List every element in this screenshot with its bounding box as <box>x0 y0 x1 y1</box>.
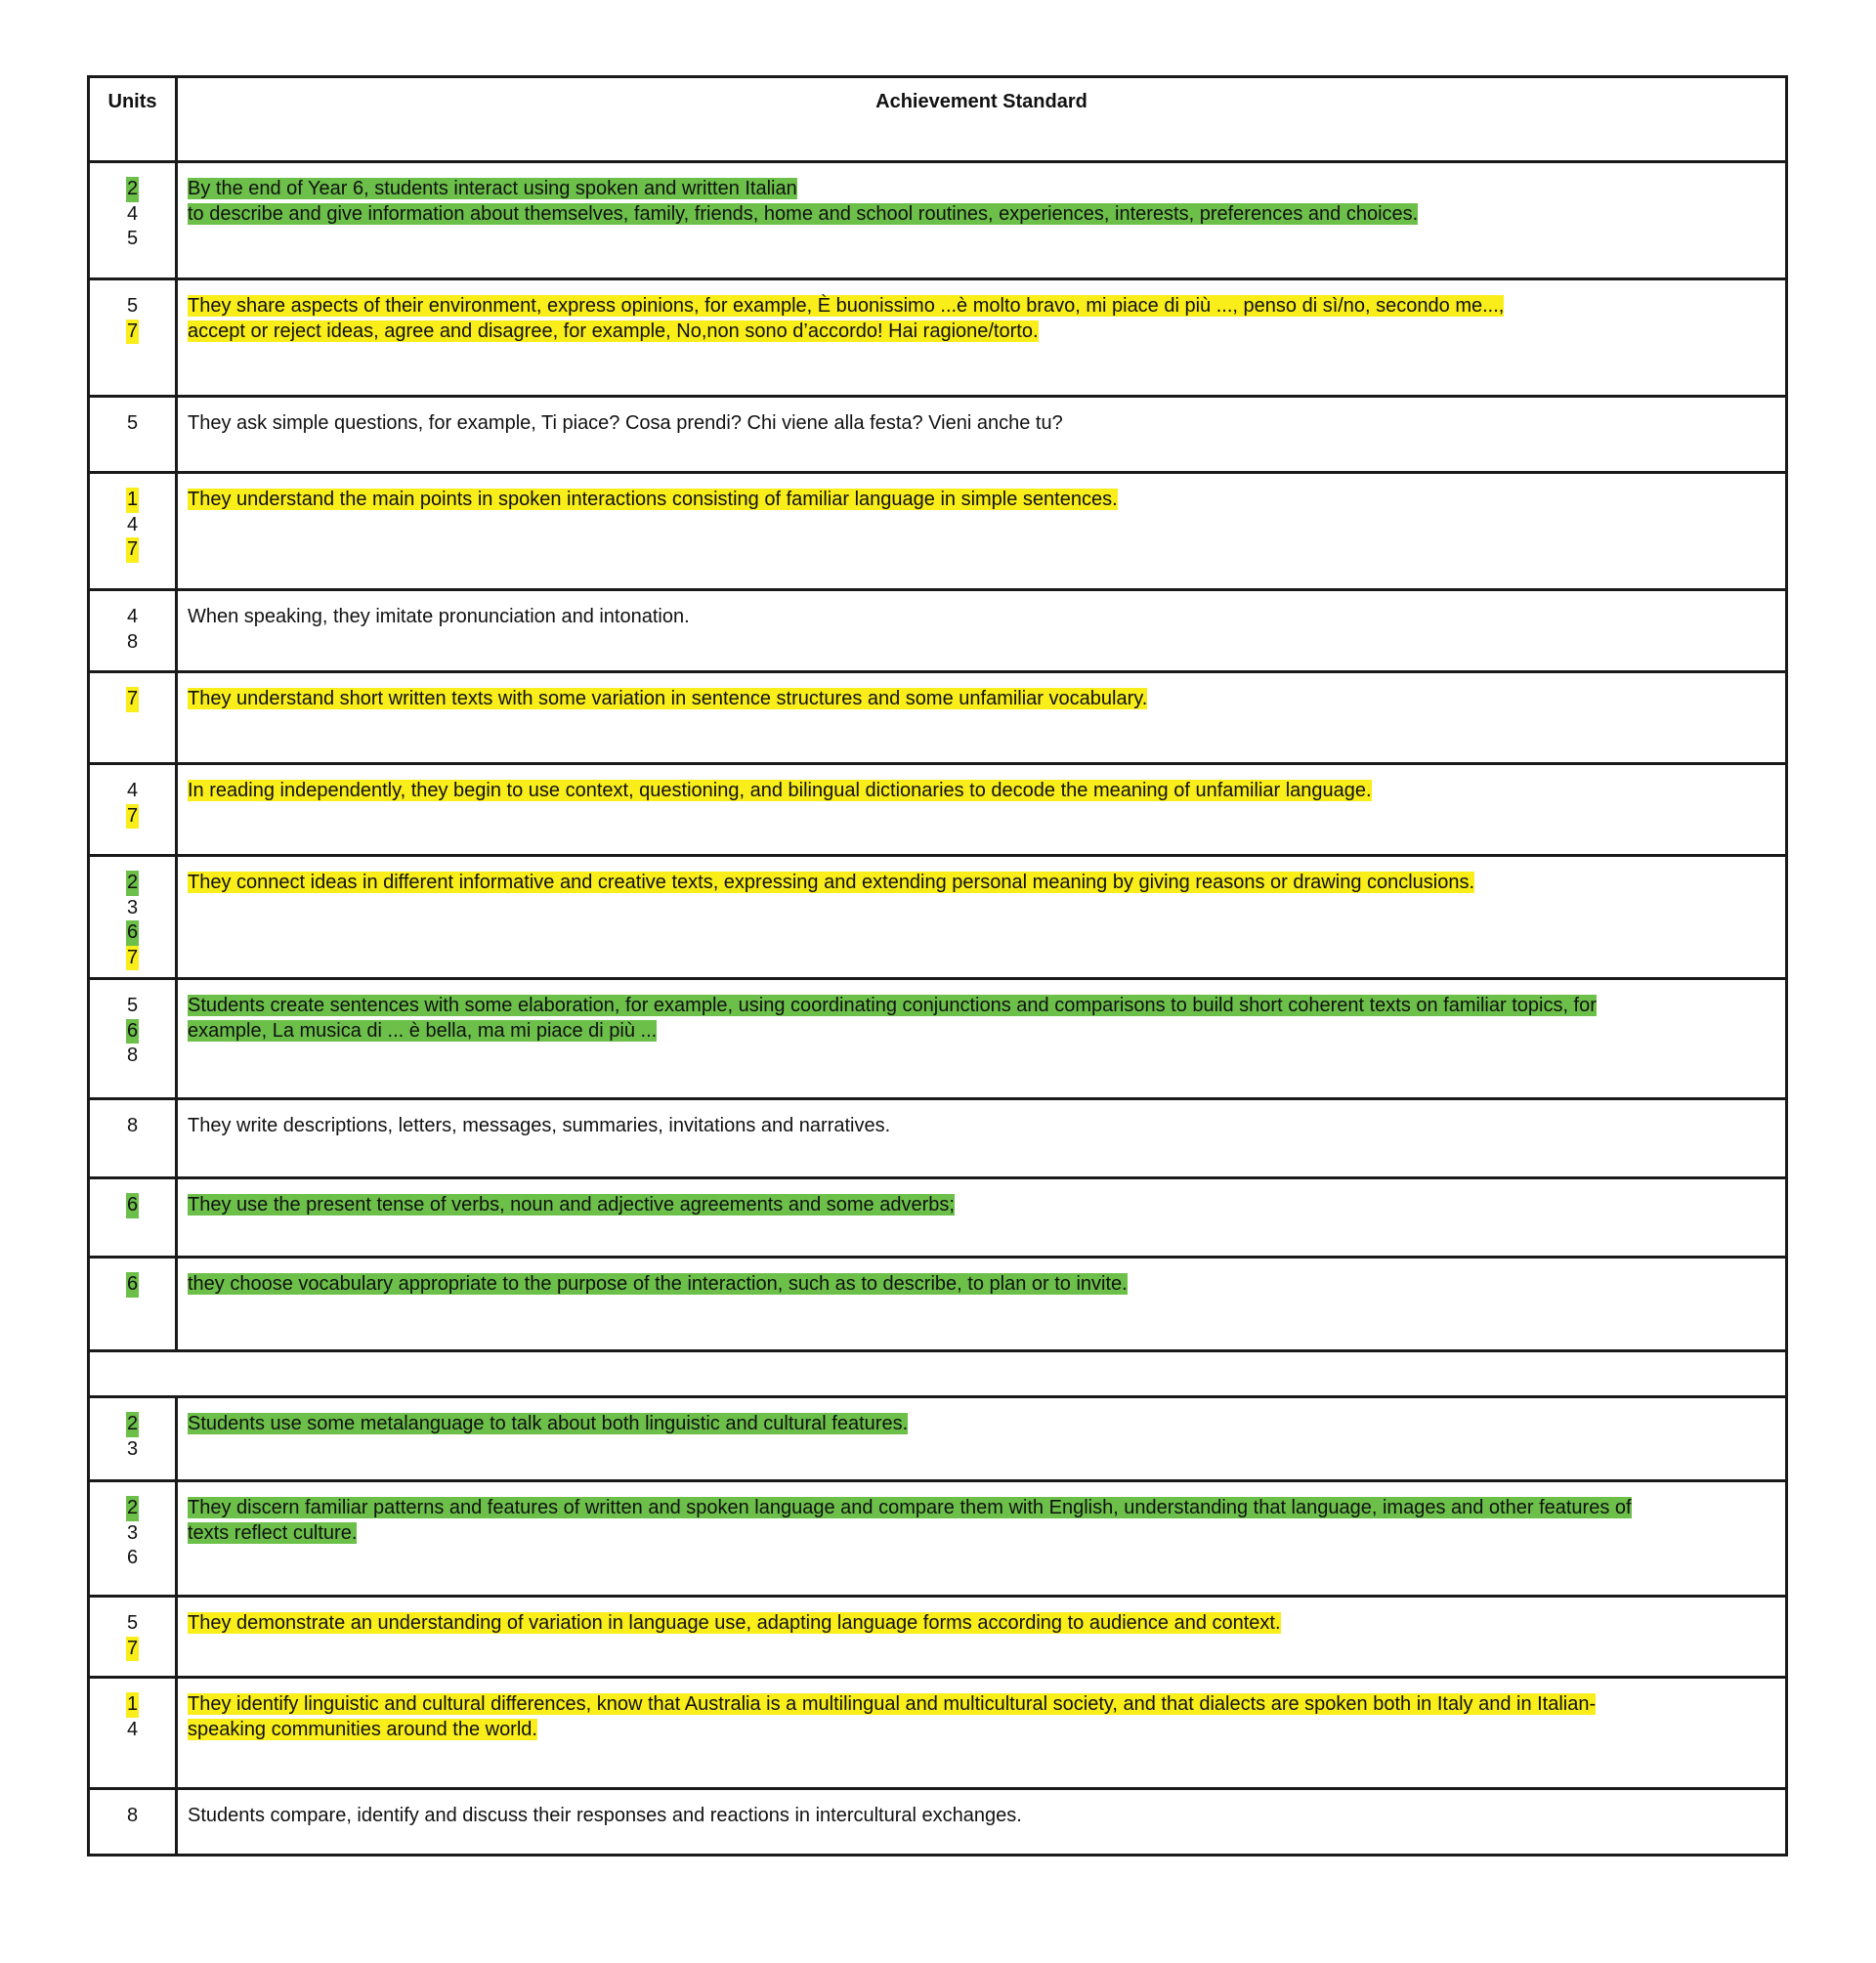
unit-number: 5 <box>126 295 139 317</box>
table-row <box>89 764 1787 856</box>
header-row <box>89 77 1787 162</box>
achievement-standard-cell <box>177 1789 1787 1856</box>
standard-text-line: They understand the main points in spoken interactions consisting of familiar language in simple sentences. <box>188 489 1118 510</box>
standard-text-line: When speaking, they imitate pronunciation and intonation. <box>188 606 690 627</box>
standard-text-line: Students use some metalanguage to talk about both linguistic and cultural features. <box>188 1413 909 1434</box>
standard-text-line: speaking communities around the world. <box>188 1718 537 1740</box>
unit-number: 3 <box>126 1521 139 1544</box>
unit-number: 4 <box>126 780 139 801</box>
unit-number: 1 <box>126 488 139 513</box>
unit-number: 7 <box>126 946 139 971</box>
standard-text-line: They write descriptions, letters, messages, summaries, invitations and narratives. <box>188 1115 891 1136</box>
achievement-standard-cell <box>177 856 1787 979</box>
blank-cell <box>89 1351 1787 1397</box>
unit-number: 3 <box>126 896 139 918</box>
achievement-standard-cell <box>177 473 1787 590</box>
unit-number: 6 <box>126 1019 139 1045</box>
achievement-standard-cell <box>177 1178 1787 1258</box>
units-cell <box>89 1678 177 1789</box>
achievement-standard-cell <box>177 1099 1787 1178</box>
standard-text-line: They discern familiar patterns and features of written and spoken language and compare them with English, understanding that language, images and other features of <box>188 1497 1632 1518</box>
units-cell <box>89 279 177 397</box>
unit-number: 3 <box>126 1437 139 1460</box>
units-column-header: Units <box>89 77 177 162</box>
table-row <box>89 279 1787 397</box>
units-cell <box>89 979 177 1099</box>
unit-number: 6 <box>126 920 139 946</box>
table-row <box>89 1678 1787 1789</box>
unit-number: 4 <box>126 202 139 225</box>
achievement-standard-cell <box>177 279 1787 397</box>
standard-text-line: They demonstrate an understanding of variation in language use, adapting language forms according to audience and context. <box>188 1612 1281 1634</box>
unit-number: 7 <box>126 320 139 345</box>
unit-number: 8 <box>126 1045 139 1066</box>
standard-text-line: Students create sentences with some elaboration, for example, using coordinating conjunctions and comparisons to build short coherent texts on familiar topics, for <box>188 995 1597 1016</box>
table-row <box>89 1481 1787 1597</box>
unit-number: 4 <box>126 513 139 535</box>
units-cell <box>89 590 177 672</box>
table-row <box>89 397 1787 473</box>
unit-number: 8 <box>126 630 139 653</box>
standard-text-line: They connect ideas in different informative and creative texts, expressing and extending personal meaning by giving reasons or drawing conclusions. <box>188 872 1475 893</box>
unit-number: 5 <box>126 228 139 249</box>
units-cell <box>89 1178 177 1258</box>
table-body <box>89 162 1787 1856</box>
achievement-standard-cell <box>177 397 1787 473</box>
unit-number: 2 <box>126 177 139 202</box>
standard-text-line: They identify linguistic and cultural differences, know that Australia is a multilingual and multicultural society, and that dialects are spoken both in Italy and in Italian- <box>188 1693 1597 1715</box>
table-row <box>89 1397 1787 1481</box>
units-cell <box>89 1099 177 1178</box>
standard-text-line: accept or reject ideas, agree and disagree, for example, No,non sono d’accordo! Hai ragione/torto. <box>188 320 1039 342</box>
unit-number: 6 <box>126 1272 139 1298</box>
table-row <box>89 162 1787 279</box>
unit-number: 7 <box>126 1637 139 1662</box>
achievement-standard-table <box>87 75 1788 1856</box>
unit-number: 8 <box>126 1805 139 1826</box>
unit-number: 7 <box>126 804 139 830</box>
table-row <box>89 1789 1787 1856</box>
achievement-standard-cell <box>177 1397 1787 1481</box>
unit-number: 8 <box>126 1115 139 1136</box>
blank-separator-row <box>89 1351 1787 1397</box>
achievement-standard-cell <box>177 979 1787 1099</box>
standard-text-line: They ask simple questions, for example, Ti piace? Cosa prendi? Chi viene alla festa? Vieni anche tu? <box>188 412 1063 434</box>
unit-number: 4 <box>126 606 139 627</box>
unit-number: 2 <box>126 1412 139 1437</box>
standard-text-line: Students compare, identify and discuss their responses and reactions in intercultural exchanges. <box>188 1805 1022 1826</box>
units-cell <box>89 1397 177 1481</box>
achievement-standard-cell <box>177 672 1787 764</box>
achievement-standard-cell <box>177 1678 1787 1789</box>
standard-text-line: texts reflect culture. <box>188 1521 358 1544</box>
units-cell <box>89 764 177 856</box>
table-row <box>89 979 1787 1099</box>
unit-number: 6 <box>126 1193 139 1218</box>
standard-text-line: to describe and give information about themselves, family, friends, home and school routines, experiences, interests, preferences and choices. <box>188 202 1419 225</box>
units-cell <box>89 397 177 473</box>
standard-text-line: They share aspects of their environment, express opinions, for example, È buonissimo ...è molto bravo, mi piace di più ..., penso di sì/no, secondo me..., <box>188 295 1505 317</box>
unit-number: 5 <box>126 1612 139 1634</box>
table-row <box>89 590 1787 672</box>
unit-number: 6 <box>126 1547 139 1568</box>
unit-number: 4 <box>126 1718 139 1740</box>
standard-text-line: example, La musica di ... è bella, ma mi piace di più ... <box>188 1019 658 1042</box>
units-cell <box>89 473 177 590</box>
achievement-standard-cell <box>177 1258 1787 1351</box>
table-row <box>89 1099 1787 1178</box>
unit-number: 5 <box>126 412 139 434</box>
units-cell <box>89 1481 177 1597</box>
units-cell <box>89 856 177 979</box>
unit-number: 5 <box>126 995 139 1016</box>
units-cell <box>89 1597 177 1678</box>
units-cell <box>89 162 177 279</box>
unit-number: 2 <box>126 871 139 896</box>
achievement-standard-cell <box>177 764 1787 856</box>
unit-number: 7 <box>126 687 139 712</box>
achievement-standard-cell <box>177 1481 1787 1597</box>
standard-text-line: In reading independently, they begin to use context, questioning, and bilingual dictionaries to decode the meaning of unfamiliar language. <box>188 780 1372 801</box>
unit-number: 7 <box>126 537 139 563</box>
table-row <box>89 1178 1787 1258</box>
table-row <box>89 473 1787 590</box>
table-row <box>89 1597 1787 1678</box>
standard-text-line: they choose vocabulary appropriate to the purpose of the interaction, such as to describe, to plan or to invite. <box>188 1273 1128 1295</box>
units-cell <box>89 1258 177 1351</box>
achievement-standard-cell <box>177 162 1787 279</box>
table-row <box>89 1258 1787 1351</box>
table-row <box>89 672 1787 764</box>
units-cell <box>89 1789 177 1856</box>
standard-text-line: They use the present tense of verbs, noun and adjective agreements and some adverbs; <box>188 1194 955 1216</box>
standard-text-line: By the end of Year 6, students interact using spoken and written Italian <box>188 178 797 199</box>
unit-number: 1 <box>126 1692 139 1718</box>
achievement-standard-cell <box>177 590 1787 672</box>
unit-number: 2 <box>126 1496 139 1521</box>
achievement-standard-cell <box>177 1597 1787 1678</box>
achievement-standard-column-header: Achievement Standard <box>177 77 1787 162</box>
units-cell <box>89 672 177 764</box>
table-row <box>89 856 1787 979</box>
standard-text-line: They understand short written texts with some variation in sentence structures and some unfamiliar vocabulary. <box>188 688 1148 709</box>
